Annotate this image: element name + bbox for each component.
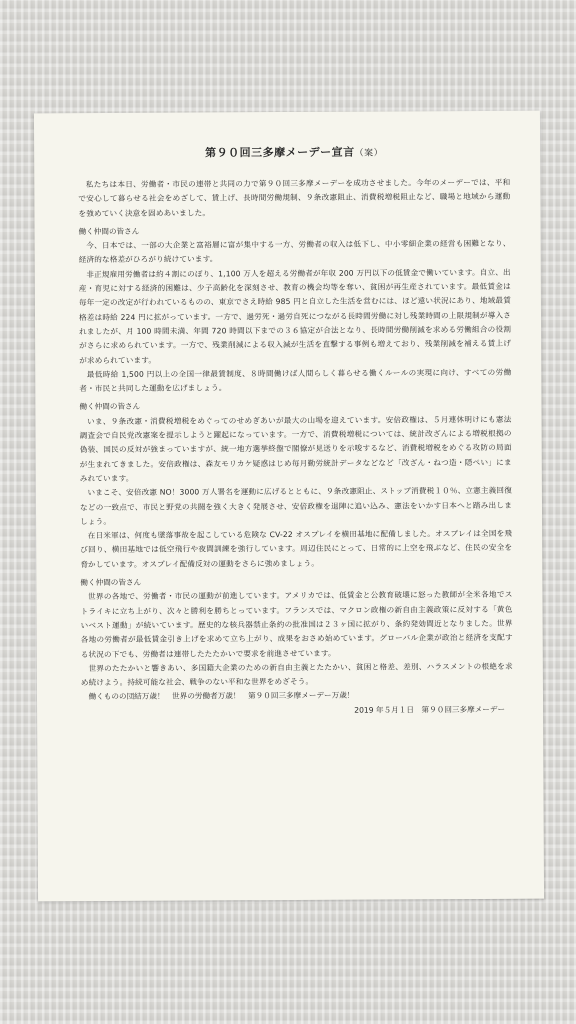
declaration-paper: [34, 111, 544, 902]
closing-slogan: 働くものの団結万歳！ 世界の労働者万歳！ 第９０回三多摩メーデー万歳！: [88, 691, 355, 702]
title-text: 第９０回三多摩メーデー宣言: [205, 145, 355, 160]
date-signature: 2019 年５月１日 第９０回三多摩メーデー: [354, 704, 506, 715]
document-title: [78, 143, 510, 161]
section-heading: 働く仲間の皆さん: [79, 402, 141, 412]
intro-paragraph: 私たちは本日、労働者・市民の連帯と共同の力で第９０回三多摩メーデーを成功させました。今年のメーデーでは、平和で安心して暮らせる社会をめざして、賃上げ、長時間労働規制、９条改憲阻止、消費税増税阻止など、職場と地域から運動を強めていく決意を固めあいました。: [78, 177, 511, 218]
section1-paragraph: 最低時給 1,500 円以上の全国一律最賃制度、８時間働けば人間らしく暮らせる働くルールの実現に向け、すべての労働者・市民と共同した運動を広げましょう。: [79, 367, 512, 394]
section-heading: 働く仲間の皆さん: [78, 226, 140, 236]
section1-paragraph: 今、日本では、一部の大企業と富裕層に富が集中する一方、労働者の収入は低下し、中小零細企業の経営も困難となり、経済的な格差がひろがり続けています。: [78, 239, 511, 265]
title-suffix: （案）: [354, 148, 384, 159]
section2-paragraph: いまこそ、安倍改憲 NO！3000 万人署名を運動に広げるとともに、９条改憲阻止、ストップ消費税１０％、立憲主義回復などの一致点で、市民と野党の共闘を強く大きく発展させ、安倍政権を退陣に追い込み、憲法をいかす日本へと踏み出しましょう。: [79, 486, 513, 526]
section1-paragraph: 非正規雇用労働者は約４割にのぼり、1,100 万人を超える労働者が年収 200 万円以下の低賃金で働いています。自立、出産・育児に対する経済的困難は、少子高齢化を深刻させ、教育の機会均等を奪い、貧困が再生産されています。最低賃金は毎年一定の改定が行われているものの、東京でさえ時給 985 円と自立した生活を営むには、ほど遠い状況にあり、地域最賃格差は時給 224 円に拡がっています。一方で、過労死・過労自死につながる長時間労働に対し残業時間の上限規制が導入されましたが、月 100 時間未満、年間 720 時間以下までの３６協定が合法となり、長時間労働削減を求める労働組合の役割がさらに求められています。一方で、残業削減による収入減が生活を直撃する事例も増えており、残業削減を補える賃上げが求められています。: [78, 267, 512, 365]
section2-paragraph: 在日米軍は、何度も墜落事故を起こしている危険な CV-22 オスプレイを横田基地に配備しました。オスプレイは全国を飛び回り、横田基地では低空飛行や夜間訓練を強行しています。周辺住民にとって、日常的に上空を飛ぶなど、住民の安全を脅かしています。オスプレイ配備反対の運動をさらに強めましょう。: [80, 528, 513, 569]
section-heading: 働く仲間の皆さん: [80, 577, 142, 588]
section3-paragraph: 世界の各地で、労働者・市民の運動が前進しています。アメリカでは、低賃金と公教育破壊に怒った教師が全米各地でストライキに立ち上がり、次々と勝利を勝ちとっています。フランスでは、マクロン政権の新自由主義政策に反対する「黄色いベスト運動」が続いています。歴史的な核兵器禁止条約の批准国は２３ヶ国に拡がり、条約発効間近となりました。世界各地の労働者が最低賃金引き上げを求めて立ち上がり、成果をおさめ始めています。グローバル企業が政治と経済を支配する状況の下でも、労働者は連帯したたたかいで要求を前進させています。: [80, 590, 513, 659]
section2-paragraph: いま、９条改憲・消費税増税をめぐってのせめぎあいが最大の山場を迎えています。安倍政権は、５月連休明けにも憲法調査会で自民党改憲案を提示しようと躍起になっています。一方で、消費税増税については、統計改ざんによる増税根拠の偽装、国民の反対が強まっていますが、統一地方選挙終盤で閣僚が見送りを示唆するなど、消費税増税をめぐる攻防の局面が生まれてきました。安倍政権は、森友モリカケ疑惑はじめ毎月勤労統計データなどなど「改ざん・ねつ造・隠ぺい」にまみれています。: [79, 414, 512, 484]
section3-paragraph: 世界のたたかいと響きあい、多国籍大企業のための新自由主義とたたかい、貧困と格差、差別、ハラスメントの根絶を求め続けよう。持続可能な社会、戦争のない平和な世界をめざそう。: [80, 661, 513, 688]
